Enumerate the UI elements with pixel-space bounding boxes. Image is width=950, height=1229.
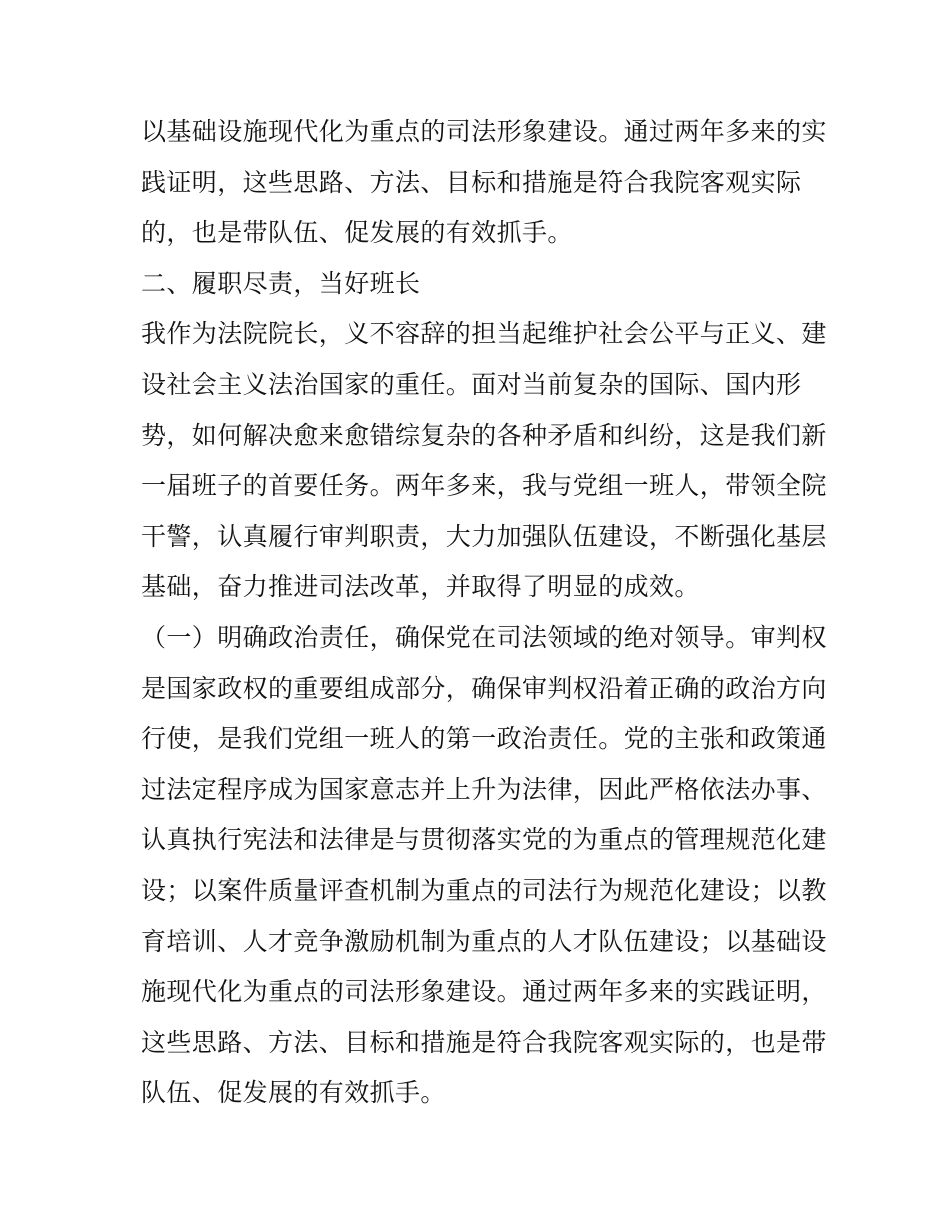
body-text [141,107,827,1119]
text-line: 势，如何解决愈来愈错综复杂的各种矛盾和纠纷，这是我们新 [141,420,827,450]
text-line: 行使，是我们党组一班人的第一政治责任。党的主张和政策通 [141,724,827,754]
text-line: 育培训、人才竞争激励机制为重点的人才队伍建设；以基础设 [141,926,827,956]
text-line: 我作为法院院长，义不容辞的担当起维护社会公平与正义、建 [141,319,827,349]
text-line: 队伍、促发展的有效抓手。 [141,1078,446,1108]
text-line: 认真执行宪法和法律是与贯彻落实党的为重点的管理规范化建 [141,825,827,855]
text-line: 过法定程序成为国家意志并上升为法律，因此严格依法办事、 [141,774,827,804]
text-line: 基础，奋力推进司法改革，并取得了明显的成效。 [141,572,700,602]
text-line: 的，也是带队伍、促发展的有效抓手。 [141,218,573,248]
text-line: 践证明，这些思路、方法、目标和措施是符合我院客观实际 [141,167,802,197]
section-heading: 二、履职尽责，当好班长 [141,268,421,298]
subsection-heading-line: （一）明确政治责任，确保党在司法领域的绝对领导。审判权 [141,622,827,652]
text-line: 设社会主义法治国家的重任。面对当前复杂的国际、国内形 [141,369,802,399]
text-line: 设；以案件质量评查机制为重点的司法行为规范化建设；以教 [141,875,827,905]
text-line: 以基础设施现代化为重点的司法形象建设。通过两年多来的实 [141,117,827,146]
text-line: 一届班子的首要任务。两年多来，我与党组一班人，带领全院 [141,471,827,501]
text-line: 施现代化为重点的司法形象建设。通过两年多来的实践证明， [141,977,827,1007]
text-line: 这些思路、方法、目标和措施是符合我院客观实际的，也是带 [141,1027,827,1057]
text-line: 是国家政权的重要组成部分，确保审判权沿着正确的政治方向 [141,673,827,703]
text-line: 干警，认真履行审判职责，大力加强队伍建设，不断强化基层 [141,521,827,551]
